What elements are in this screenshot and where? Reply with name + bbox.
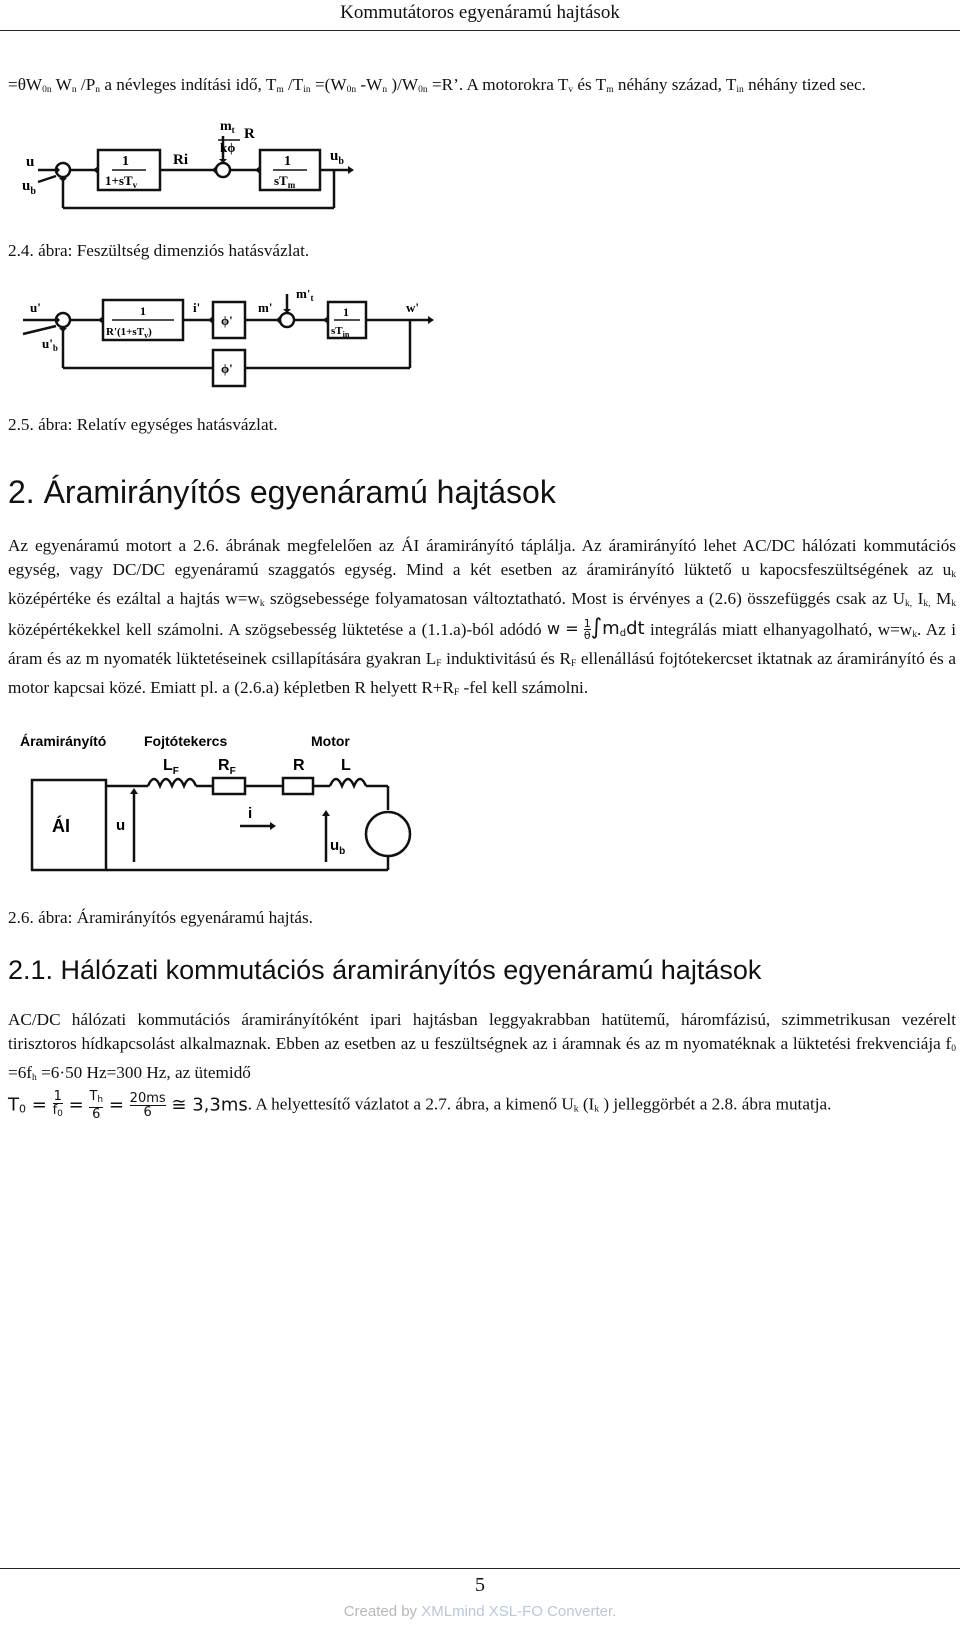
figure-2-4-block-diagram	[8, 118, 358, 218]
figure-2-6-circuit-label: $L_F$	[163, 757, 179, 777]
creator-credit: Created by XMLmind XSL-FO Converter.	[343, 1603, 617, 1620]
figure-2-6-circuit-label: ÁI	[52, 816, 70, 836]
footer-divider	[0, 1568, 960, 1569]
figure-2-6-circuit-label: Fojtótekercs	[144, 733, 228, 749]
figure-2-4-block-diagram-label: kϕ	[220, 140, 236, 155]
creator-link[interactable]: XMLmind XSL-FO Converter	[421, 1603, 613, 1620]
figure-2-5-block-diagram-label: $R'(1+sT_v)$	[106, 326, 152, 340]
figure-2-5-block-diagram-label: ϕ'	[221, 361, 233, 376]
period-formula: $T_0$ = $\frac{1}{f_0}$ = $\frac{T_h}{6}$ = $\frac{20ms}{6}$ ≅ 3,3ms	[8, 1089, 248, 1122]
page-number: 5	[475, 1574, 485, 1596]
figure-2-6-circuit-label: $u_b$	[330, 837, 346, 857]
figure-2-5-block-diagram-label: ϕ'	[221, 313, 233, 328]
figure-2-5-block-diagram-label: w'	[406, 300, 419, 315]
figure-2-6-circuit-label: L	[341, 757, 351, 774]
header-title: Kommutátoros egyenáramú hajtások	[340, 2, 620, 23]
figure-2-4-block-diagram-label: 1	[284, 154, 291, 169]
figure-2-4-block-diagram-label: u	[26, 154, 35, 170]
omega-integral-formula: w = $\frac{1}{\theta}$ $\int m_ddt$	[547, 615, 645, 642]
figure-2-4-block-diagram-label: $m_t$	[220, 119, 235, 135]
paragraph-intro: $=\theta W_{0n}$ $W_n$ $/P_n$ a névleges indítási idő, $T_m$ $/T_{in} =(W_{0n}$ $-W_n$ )$/W_{0n} =R$’. A motorokra $T_v$ és $T_m$ néhány század, $T_{in}$ néhány tized sec.	[8, 75, 866, 95]
figure-2-5-caption: 2.5. ábra: Relatív egységes hatásvázlat.	[8, 415, 278, 434]
figure-2-6-circuit-label: R	[293, 757, 305, 774]
figure-2-6-circuit-label: Áramirányító	[20, 733, 107, 749]
figure-2-4-block-diagram-label: Ri	[173, 152, 188, 168]
paragraph-section-2: Az egyenáramú motort a 2.6. ábrának megfelelően az ÁI áramirányító táplálja. Az áramirányító lehet AC/DC hálózati kommutációs egység, vagy DC/DC egyenáramú szaggatós egység. Mind a két esetben az áramirányító lüktető u kapocsfeszültségének az $u_k$ középértéke és ezáltal a hajtás $w=w_k$ szögsebessége folyamatosan változtatható. Most is érvényes a (2.6) összefüggés csak az $U_{k,}$ $I_{k,}$ $M_k$ középértékekkel kell számolni. A szögsebesség lüktetése a (1.1.a)-ból adódó w = $\frac{1}{\theta}$ $\int m_ddt$ integrálás miatt elhanyagolható, $w=w_k$. Az i áram és az m nyomaték lüktetéseinek csillapítására gyakran $L_F$ induktivitású és $R_F$ ellenállású fojtótekercset iktatnak az áramirányító és a motor kapcsai közé. Emiatt pl. a (2.6.a) képletben R helyett $R+R_F$ -fel kell számolni.	[8, 536, 956, 698]
figure-2-5-block-diagram-label: $u'_b$	[42, 336, 58, 353]
figure-2-6-circuit-label: i	[248, 805, 253, 822]
figure-2-4-block-diagram-label: $u_b$	[330, 148, 344, 167]
figure-2-6-circuit-label: $R_F$	[218, 757, 236, 777]
figure-2-4-block-diagram-label: $sT_m$	[274, 173, 296, 190]
figure-2-6-circuit-label: Motor	[311, 733, 350, 749]
figure-2-5-block-diagram-label: $m'_t$	[296, 290, 314, 303]
figure-2-4-block-diagram-label: R	[244, 126, 255, 142]
figure-2-6-caption: 2.6. ábra: Áramirányítós egyenáramú hajtás.	[8, 908, 313, 927]
page-header	[0, 0, 960, 31]
figure-2-5-block-diagram	[8, 290, 448, 402]
figure-2-4-block-diagram-label: $1+sT_v$	[105, 173, 138, 190]
section-heading-2-1: 2.1. Hálózati kommutációs áramirányítós egyenáramú hajtások	[8, 955, 762, 985]
paragraph-section-2-1: AC/DC hálózati kommutációs áramirányítóként ipari hajtásban leggyakrabban hatütemű, háromfázisú, szimmetrikusan vezérelt tirisztoros hídkapcsolást alkalmaznak. Ebben az esetben az u feszültségnek az i áramnak és az m nyomatéknak a lüktetési frekvenciája $f_0 =6f_h =6\cdot 50$ Hz=300 Hz, az ütemidő $T_0$ = $\frac{1}{f_0}$ = $\frac{T_h}{6}$ = $\frac{20ms}{6}$ ≅ 3,3ms. A helyettesítő vázlatot a 2.7. ábra, a kimenő $U_k$ ($I_k$ ) jelleggörbét a 2.8. ábra mutatja.	[8, 1010, 956, 1122]
figure-2-5-block-diagram-label: m'	[258, 300, 273, 315]
figure-2-5-block-diagram-label: u'	[30, 300, 41, 315]
figure-2-4-block-diagram-label: $u_b$	[22, 178, 36, 197]
figure-2-5-block-diagram-label: 1	[343, 305, 349, 319]
section-heading-2: 2. Áramirányítós egyenáramú hajtások	[8, 474, 556, 510]
figure-2-6-circuit-label: u	[116, 817, 126, 834]
figure-2-5-block-diagram-label: $sT_{in}$	[331, 325, 350, 339]
figure-2-4-block-diagram-label: 1	[122, 154, 129, 169]
figure-2-5-block-diagram-label: i'	[193, 300, 201, 315]
figure-2-5-block-diagram-label: 1	[140, 304, 146, 318]
figure-2-6-circuit	[8, 728, 498, 878]
figure-2-4-caption: 2.4. ábra: Feszültség dimenziós hatásvázlat.	[8, 241, 310, 260]
